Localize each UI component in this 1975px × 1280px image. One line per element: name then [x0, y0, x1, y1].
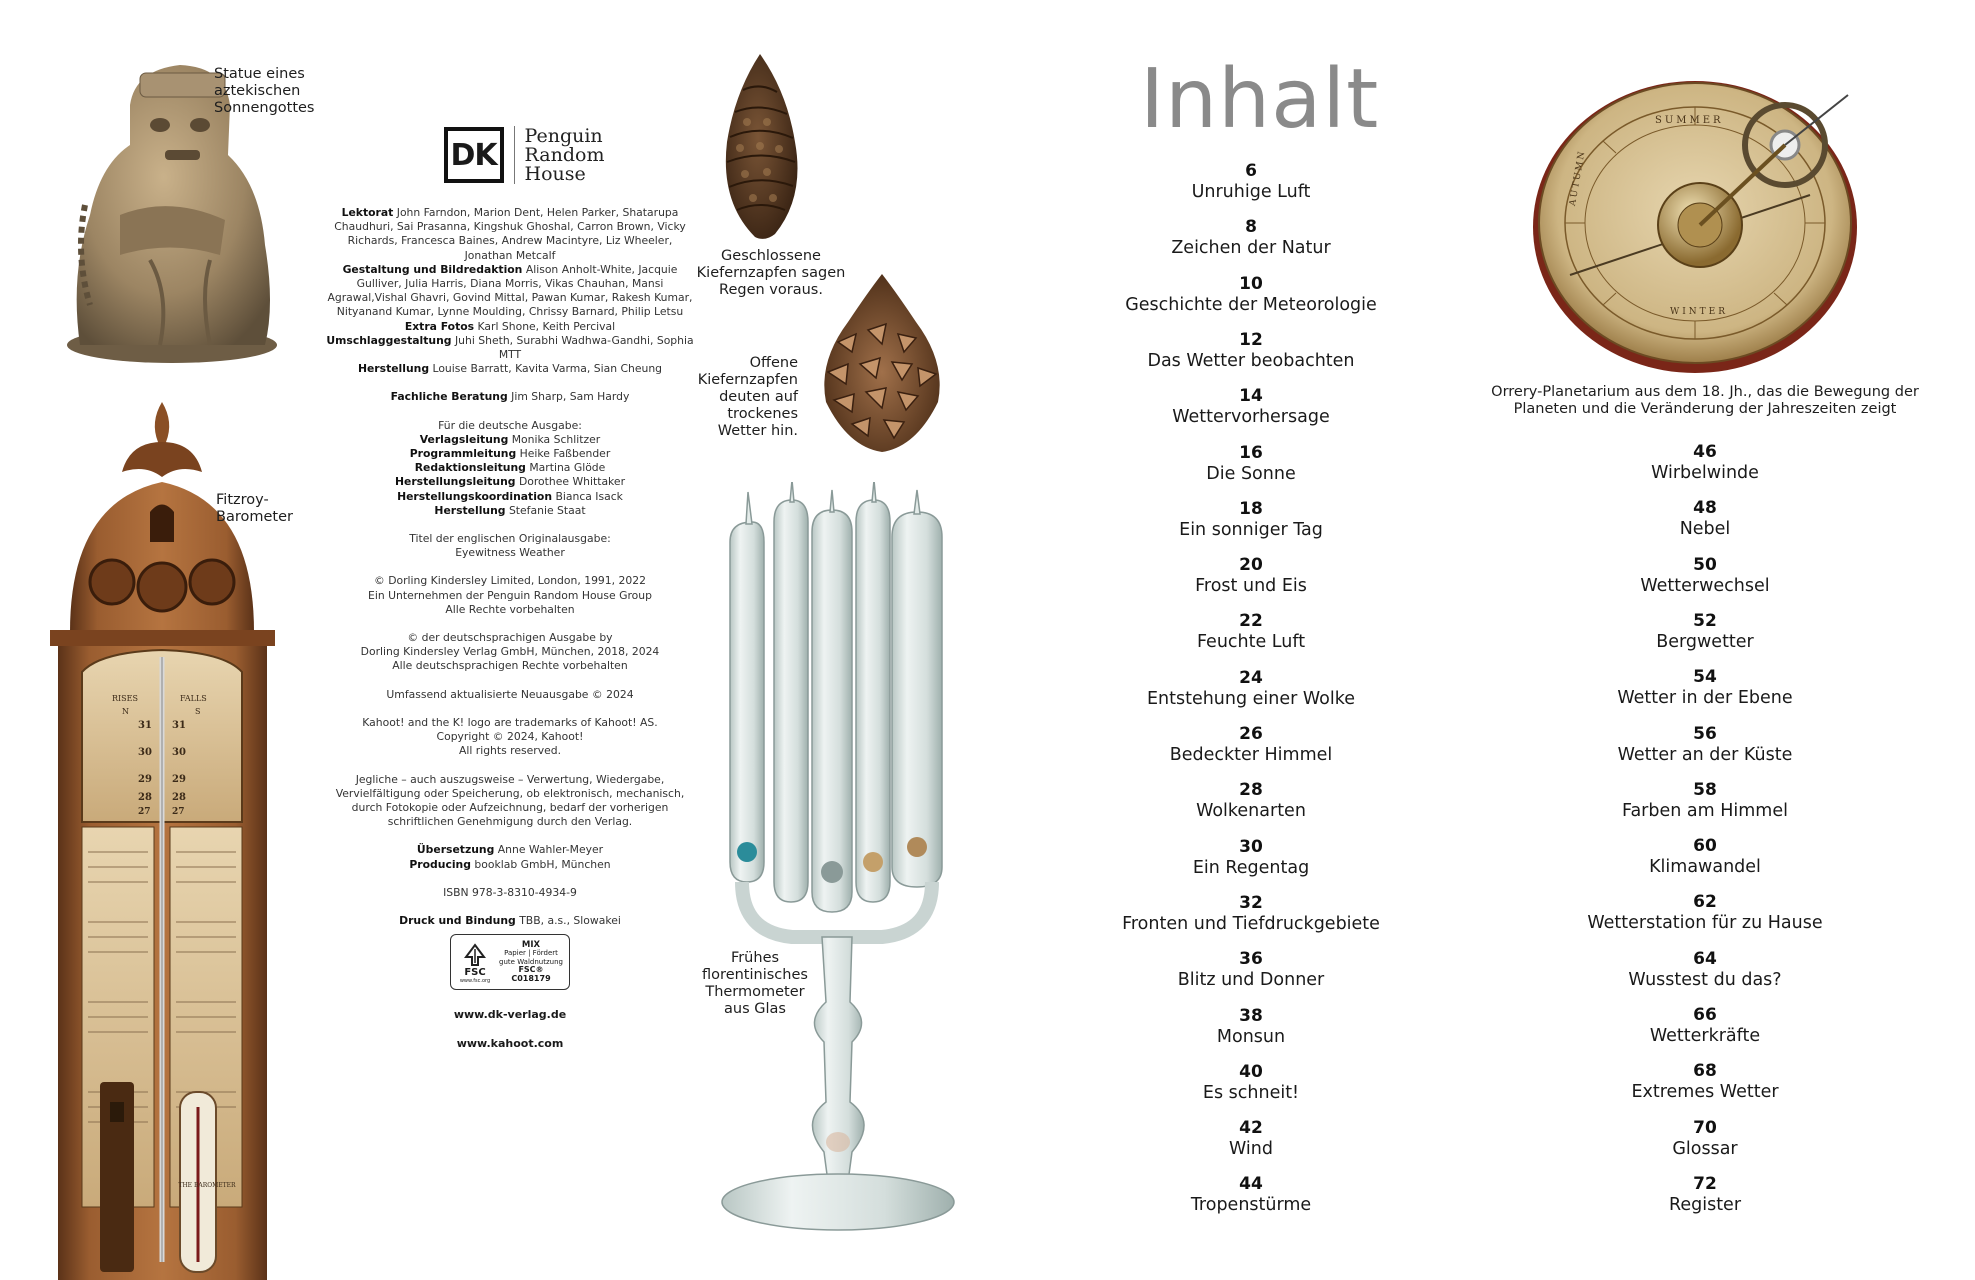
credit-entry: Herstellung Louise Barratt, Kavita Varma, Sian Cheung	[357, 362, 663, 376]
contents-entry[interactable]	[1041, 837, 1461, 880]
contents-chapter-title: Blitz und Donner	[1177, 970, 1325, 991]
contents-entry[interactable]	[1041, 161, 1461, 204]
contents-entry[interactable]	[1495, 498, 1915, 541]
contents-chapter-title: Wettervorhersage	[1172, 407, 1330, 428]
fsc-tree-icon: FSC www.fsc.org	[457, 940, 493, 984]
contents-chapter-title: Wetter an der Küste	[1617, 744, 1793, 765]
contents-chapter-title: Bergwetter	[1656, 631, 1754, 652]
contents-page-number: 18	[1239, 498, 1263, 519]
dk-website-link[interactable]: www.dk-verlag.de	[453, 1008, 567, 1022]
contents-page-number: 58	[1693, 779, 1717, 800]
contents-page-number: 12	[1239, 329, 1263, 350]
contents-page-number: 8	[1245, 217, 1257, 238]
contents-chapter-title: Wetter in der Ebene	[1617, 688, 1793, 709]
contents-entry[interactable]	[1495, 1118, 1915, 1161]
credit-entry: Extra Fotos Karl Shone, Keith Percival	[404, 319, 616, 333]
closed-pine-cone-caption: Geschlossene Kiefernzapfen sagen Regen voraus.	[696, 248, 846, 298]
contents-heading: Inhalt	[1140, 52, 1380, 147]
credit-entry: Gestaltung und Bildredaktion Alison Anholt-White, Jacquie Gulliver, Julia Harris, Diana Morris, Vikas Chauhan, Mansi Agrawal,Vishal Ghavri, Govind Mittal, Pawan Kumar, Rakesh Kumar, Nityanand Kumar, Lynne Moulding, Chrissy Barnard, Philip Letsu	[327, 262, 693, 319]
contents-entry[interactable]	[1041, 780, 1461, 823]
contents-page-number: 28	[1239, 780, 1263, 801]
contents-chapter-title: Fronten und Tiefdruckgebiete	[1122, 913, 1380, 934]
copyright-notice: © Dorling Kindersley Limited, London, 1991, 2022 Ein Unternehmen der Penguin Random House Group Alle Rechte vorbehalten	[368, 574, 652, 616]
publisher-logo	[353, 126, 695, 184]
contents-chapter-title: Wetterkräfte	[1649, 1026, 1761, 1046]
contents-chapter-title: Bedeckter Himmel	[1169, 745, 1333, 765]
advice-credit: Fachliche Beratung Jim Sharp, Sam Hardy	[390, 390, 630, 404]
contents-chapter-title: Monsun	[1216, 1026, 1286, 1047]
contents-chapter-title: Wind	[1229, 1139, 1273, 1160]
contents-page-number: 22	[1239, 611, 1263, 632]
credit-entry: Lektorat John Farndon, Marion Dent, Helen Parker, Shatarupa Chaudhuri, Sai Prasanna, Kingshuk Ghoshal, Carron Brown, Vicky Richards, Francesca Baines, Andrew Macintyre, Liz Wheeler, Jonathan Metcalf	[334, 206, 686, 262]
original-title: Titel der englischen Originalausgabe: Eyewitness Weather	[409, 532, 611, 560]
contents-page-number: 36	[1239, 949, 1263, 970]
barometer-28-right: 28	[172, 792, 186, 803]
contents-page-number: 60	[1693, 836, 1717, 857]
contents-page-number: 56	[1693, 723, 1717, 744]
contents-entry[interactable]	[1041, 274, 1461, 317]
contents-entry[interactable]	[1041, 611, 1461, 654]
thermometer-caption: Frühes florentinisches Thermometer aus Glas	[702, 950, 808, 1017]
contents-page-number: 40	[1239, 1061, 1263, 1082]
orrery-summer-label: SUMMER	[1655, 115, 1724, 126]
contents-chapter-title: Farben am Himmel	[1622, 800, 1788, 821]
contents-page-number: 24	[1239, 667, 1263, 688]
german-edition-credits: Für die deutsche Ausgabe: Verlagsleitung Monika Schlitzer Programmleitung Heike Faßbender Redaktionsleitung Martina Glöde Herstellungsleitung Dorothee Whittaker Herstellungskoordination Bianca Isack Herstellung Stefanie Staat	[394, 418, 626, 517]
contents-chapter-title: Glossar	[1672, 1138, 1738, 1159]
contents-entry[interactable]	[1041, 443, 1461, 486]
print-credit: Druck und Bindung TBB, a.s., Slowakei	[399, 913, 621, 927]
contents-entry[interactable]	[1041, 1118, 1461, 1161]
translation-credits: Übersetzung Anne Wahler-Meyer Producing booklab GmbH, München	[409, 843, 611, 871]
contents-chapter-title: Es schneit!	[1202, 1082, 1300, 1103]
orrery-planetarium-image	[1530, 75, 1870, 375]
contents-page-number: 72	[1693, 1173, 1717, 1194]
contents-entry[interactable]	[1495, 892, 1915, 935]
barometer-27-right: 27	[172, 807, 185, 817]
contents-chapter-title: Ein Regentag	[1192, 857, 1310, 878]
contents-entry[interactable]	[1495, 1061, 1915, 1104]
contents-chapter-title: Extremes Wetter	[1631, 1082, 1779, 1103]
open-pine-cone-caption: Offene Kiefernzapfen deuten auf trockenes Wetter hin.	[697, 355, 798, 439]
contents-page-number: 70	[1693, 1117, 1717, 1138]
contents-entry[interactable]	[1495, 555, 1915, 598]
contents-page-number: 52	[1693, 610, 1717, 631]
contents-entry[interactable]	[1495, 611, 1915, 654]
contents-page-number: 38	[1239, 1005, 1263, 1026]
contents-entry[interactable]	[1041, 724, 1461, 767]
contents-page-number: 68	[1693, 1061, 1717, 1082]
isbn: ISBN 978-3-8310-4934-9	[443, 885, 577, 899]
contents-entry[interactable]	[1495, 836, 1915, 879]
barometer-n-label: N	[122, 707, 129, 716]
contents-page-number: 32	[1239, 892, 1263, 913]
contents-chapter-title: Unruhige Luft	[1191, 182, 1311, 202]
barometer-falls-label: FALLS	[180, 694, 207, 703]
contents-entry[interactable]	[1495, 1174, 1915, 1217]
fsc-certification-badge: FSC www.fsc.org MIX Papier | Fördert gute Waldnutzung FSC® C018179	[450, 934, 570, 990]
contents-chapter-title: Frost und Eis	[1195, 576, 1307, 597]
fitzroy-barometer-image	[50, 402, 275, 1280]
contents-page-number: 46	[1693, 442, 1717, 462]
contents-page-number: 66	[1693, 1005, 1717, 1025]
contents-entry[interactable]	[1495, 949, 1915, 992]
orrery-winter-label: WINTER	[1670, 307, 1729, 317]
contents-entry[interactable]	[1495, 667, 1915, 710]
barometer-30-left: 30	[138, 747, 152, 758]
contents-page-number: 14	[1239, 386, 1263, 407]
updated-edition-note: Umfassend aktualisierte Neuausgabe © 2024	[386, 687, 634, 701]
contents-entry[interactable]	[1041, 949, 1461, 992]
contents-chapter-title: Nebel	[1679, 519, 1731, 540]
contents-entry[interactable]	[1041, 386, 1461, 429]
contents-chapter-title: Geschichte der Meteorologie	[1125, 294, 1377, 315]
contents-entry[interactable]	[1495, 1005, 1915, 1048]
german-copyright-notice: © der deutschsprachigen Ausgabe by Dorling Kindersley Verlag GmbH, München, 2018, 2024 Alle deutschsprachigen Rechte vorbehalten	[360, 631, 660, 673]
contents-chapter-title: Tropenstürme	[1190, 1195, 1312, 1216]
florentine-thermometer-image	[712, 482, 964, 1237]
imprint-column	[325, 126, 695, 1066]
contents-chapter-title: Wetterwechsel	[1640, 575, 1770, 596]
credit-entry: Umschlaggestaltung Juhi Sheth, Surabhi Wadhwa-Gandhi, Sophia MTT	[326, 333, 694, 362]
contents-page-number: 6	[1245, 161, 1257, 181]
barometer-30-right: 30	[172, 747, 186, 758]
barometer-31-left: 31	[138, 720, 152, 731]
barometer-31-right: 31	[172, 720, 186, 731]
contents-page-number: 20	[1239, 555, 1263, 576]
contents-page-number: 10	[1239, 273, 1263, 294]
contents-chapter-title: Das Wetter beobachten	[1147, 350, 1355, 371]
closed-pine-cone-image	[715, 52, 805, 242]
barometer-28-left: 28	[138, 792, 152, 803]
contents-page-number: 54	[1693, 667, 1717, 688]
contents-chapter-title: Zeichen der Natur	[1171, 238, 1331, 259]
barometer-rises-label: RISES	[112, 694, 138, 703]
barometer-29-right: 29	[172, 774, 186, 785]
contents-chapter-title: Feuchte Luft	[1196, 632, 1306, 653]
logo-divider	[514, 126, 515, 184]
contents-chapter-title: Klimawandel	[1649, 857, 1761, 878]
kahoot-website-link[interactable]: www.kahoot.com	[456, 1037, 564, 1051]
contents-entry[interactable]	[1041, 555, 1461, 598]
orrery-caption: Orrery-Planetarium aus dem 18. Jh., das die Bewegung der Planeten und die Veränderung der Jahreszeiten zeigt	[1491, 384, 1919, 417]
open-pine-cone-image	[808, 272, 956, 454]
contents-entry[interactable]	[1041, 893, 1461, 936]
contents-page-number: 30	[1239, 836, 1263, 857]
barometer-bottom-label: THE BAROMETER	[178, 1182, 236, 1189]
contents-chapter-title: Wolkenarten	[1196, 801, 1306, 822]
contents-entry[interactable]	[1041, 668, 1461, 711]
contents-entry[interactable]	[1041, 1174, 1461, 1217]
contents-page-number: 44	[1239, 1174, 1263, 1195]
contents-entry[interactable]	[1041, 217, 1461, 260]
contents-entry[interactable]	[1041, 1006, 1461, 1049]
legal-notice: Jegliche – auch auszugsweise – Verwertung, Wiedergabe, Vervielfältigung oder Speicherung, ob elektronisch, mechanisch, durch Fotokopie oder Aufzeichnung, bedarf der vorherigen schriftlichen Genehmigung durch den Verlag.	[335, 772, 685, 829]
contents-entry[interactable]	[1495, 780, 1915, 823]
contents-page-number: 16	[1239, 442, 1263, 463]
dk-logo-mark: DK	[444, 127, 504, 183]
contents-page-number: 50	[1693, 554, 1717, 575]
barometer-s-label: S	[195, 707, 201, 716]
barometer-27-left: 27	[138, 807, 151, 817]
contents-page-number: 64	[1693, 948, 1717, 969]
credits-block	[325, 206, 695, 376]
contents-chapter-title: Ein sonniger Tag	[1179, 519, 1323, 540]
contents-chapter-title: Wusstest du das?	[1628, 969, 1782, 990]
contents-chapter-title: Register	[1668, 1194, 1742, 1215]
barometer-29-left: 29	[138, 774, 152, 785]
contents-page-number: 48	[1693, 498, 1717, 519]
barometer-caption: Fitzroy-Barometer	[216, 492, 293, 525]
penguin-random-house-wordmark: Penguin Random House	[524, 124, 605, 185]
contents-page-number: 26	[1239, 724, 1263, 744]
aztec-statue-caption: Statue eines aztekischen Sonnengottes	[214, 66, 315, 116]
contents-entry[interactable]	[1041, 330, 1461, 373]
contents-entry[interactable]	[1495, 442, 1915, 485]
kahoot-trademark-notice: Kahoot! and the K! logo are trademarks of Kahoot! AS. Copyright © 2024, Kahoot! All rights reserved.	[362, 715, 658, 758]
contents-entry[interactable]	[1495, 724, 1915, 767]
contents-entry[interactable]	[1041, 499, 1461, 542]
orrery-autumn-label: AUTUMN	[1568, 149, 1588, 207]
contents-entry[interactable]	[1041, 1062, 1461, 1105]
contents-chapter-title: Wetterstation für zu Hause	[1587, 913, 1823, 934]
contents-chapter-title: Entstehung einer Wolke	[1146, 688, 1356, 709]
contents-page-number: 62	[1693, 892, 1717, 913]
contents-chapter-title: Wirbelwinde	[1651, 463, 1759, 483]
contents-chapter-title: Die Sonne	[1206, 463, 1296, 484]
contents-page-number: 42	[1239, 1118, 1263, 1139]
